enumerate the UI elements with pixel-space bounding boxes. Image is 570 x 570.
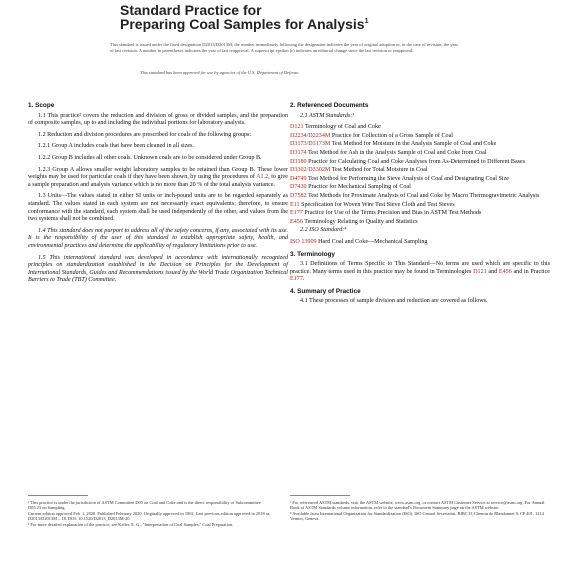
doc-title-line-1: Standard Practice for [120,2,262,18]
para-1-2-3: 1.2.3 Group A allows smaller weight laboratory samples to be retained than Group B. These lower weights may be used for particular coals if they have been shown, by using the procedures of A1.2, to give a sample preparation and analysis variance which is no more than 20 % of the total analysis variance. [28,166,288,188]
para-3-1: 3.1 Definitions of Terms Specific to This Standard—No terms are used which are specific to this practice. Many terms used in this practice may be found in Terminologies D121 and E456 and in Practice E177. [290,261,551,283]
section-heading-scope: 1. Scope [28,102,55,109]
link-d121[interactable]: D121 [473,268,487,275]
reference-item: D7430 Practice for Mechanical Sampling of Coal [290,184,411,191]
footnote-2: ² For more detailed explanation of the practice, see Keller, E. G., "Interpretation of Coal Samples," Coal Preparation. [28,521,234,527]
reference-item: E177 Practice for Use of the Terms Precision and Bias in ASTM Test Methods [290,210,482,217]
section-heading-summary: 4. Summary of Practice [290,287,361,295]
reference-code-link[interactable]: E177 [290,210,303,217]
section-heading-terminology: 3. Terminology [290,250,335,258]
footnote-rule-left [28,495,88,496]
reference-code-link[interactable]: D7430 [290,184,307,191]
footnotes-left [28,500,273,527]
para-2-2: 2.2 ISO Standard:⁴ [300,227,347,234]
link-e177[interactable]: E177 [290,276,303,283]
para-1-4: 1.4 This standard does not purport to address all of the safety concerns, if any, associated with its use. It is the responsibility of the user of this standard to establish appropriate safety, health, and environmental practices and determine the applicability of regulatory limitations prior to use. [28,227,288,249]
reference-item: D2234/D2234M Practice for Collection of a Gross Sample of Coal [290,132,453,139]
reference-list [290,124,550,226]
dod-approval-note: This standard has been approved for use by agencies of the U.S. Department of Defense. [140,70,300,75]
reference-code-link[interactable]: D121 [290,124,304,131]
reference-code-link[interactable]: D4749 [290,175,307,182]
reference-item: E11 Specification for Woven Wire Test Sieve Cloth and Test Sieves [290,201,455,208]
footnotes-right [290,500,545,522]
para-4-1: 4.1 These processes of sample division and reduction are covered as follows. [300,298,488,305]
para-1-2: 1.2 Reduction and division procedures are prescribed for coals of the following groups: [38,131,252,138]
reference-code-link[interactable]: D7582 [290,192,307,199]
footnote-rule-right [290,495,350,496]
para-1-1: 1.1 This practice² covers the reduction and division of gross or divided samples, and the preparation of composite samples, up to and including the individual portions for laboratory analysis. [28,112,288,127]
footnote-1: ¹ This practice is under the jurisdiction of ASTM Committee D05 on Coal and Coke and is the direct responsibility of Subcommittee D05.23 on Sampling. [28,500,261,511]
reference-code-link[interactable]: E11 [290,201,300,208]
preamble-text: This standard is issued under the fixed designation D2013/D2013M; the number immediately following the designation indicates the year of original adoption or, in the case of revision, the year of last revision. A number in parentheses indicates the year of last reapproval. A superscript epsilon (ε) indicates an editorial change since the last revision or reapproval. [110,42,458,53]
reference-item: D3173/D3173M Test Method for Moisture in the Analysis Sample of Coal and Coke [290,141,497,148]
reference-item: D4749 Test Method for Performing the Sieve Analysis of Coal and Designating Coal Size [290,175,509,182]
section-heading-referenced-documents: 2. Referenced Documents [290,102,369,109]
reference-item-iso: ISO 13909 Hard Coal and Coke—Mechanical Sampling [290,238,428,245]
reference-code-link[interactable]: E456 [290,218,303,225]
footnote-4: ⁴ Available from International Organization for Standardization (ISO), ISO Central Secretariat, BIBC II, Chemin de Blandonnet 8, CP 401, 1214 Vernier, Geneva. [290,510,544,522]
reference-item: D7582 Test Methods for Proximate Analysis of Coal and Coke by Macro Thermogravimetric Analysis [290,192,540,199]
para-2-1: 2.1 ASTM Standards:³ [300,112,355,119]
para-1-2-1: 1.2.1 Group A includes coals that have been cleaned in all sizes. [38,143,195,150]
reference-code-link[interactable]: D3180 [290,158,307,165]
reference-item: E456 Terminology Relating to Quality and Statistics [290,218,418,225]
link-a1-2[interactable]: A1.2 [256,174,269,181]
right-column [290,98,550,310]
para-1-5: 1.5 This international standard was developed in accordance with internationally recognized principles on standardization established in the Decision on Principles for the Development of International Standards, Guides and Recommendations issued by the World Trade Organization Technical Barriers to Trade (TBT) Committee. [28,254,288,284]
reference-item: D3302/D3302M Test Method for Total Moisture in Coal [290,167,428,174]
reference-item: D3180 Practice for Calculating Coal and Coke Analyses from As-Determined to Different Bases [290,158,526,165]
reference-item: D3174 Test Method for Ash in the Analysis Sample of Coal and Coke from Coal [290,149,487,156]
para-1-2-2: 1.2.2 Group B includes all other coals. Unknown coals are to be considered under Group B. [38,154,262,161]
doc-title-line-2: Preparing Coal Samples for Analysis$^1$ [120,16,369,32]
reference-code-link[interactable]: D2234/D2234M [290,132,331,139]
reference-item: D121 Terminology of Coal and Coke [290,124,381,131]
reference-code-link[interactable]: D3174 [290,149,307,156]
para-1-3: 1.3 Units—The values stated in either SI units or inch-pound units are to be regarded separately as standard. The values stated in each system are not necessarily exact equivalents; therefore, to ensure conformance with the standard, each system shall be used independently of the other, and values from the two systems shall not be combined. [28,193,288,223]
reference-code-link[interactable]: D3302/D3302M [290,167,331,174]
left-column [28,98,288,289]
link-e456[interactable]: E456 [498,268,512,275]
reference-code-link[interactable]: ISO 13909 [290,238,317,245]
footnote-3: ³ For referenced ASTM standards, visit the ASTM website, www.astm.org, or contact ASTM Customer Service at service@astm.org. For Annual Book of ASTM Standards volume information, refer to the standard's Document Summary page on the ASTM website. [290,500,545,511]
footnote-edition: Current edition approved Feb. 1, 2020. Published February 2020. Originally approved in 1962. Last previous edition approved in 2018 as D2013/D2013M – 18. DOI: 10.1520/D2013_D2013M-20. [28,510,270,522]
reference-code-link[interactable]: D3173/D3173M [290,141,331,148]
